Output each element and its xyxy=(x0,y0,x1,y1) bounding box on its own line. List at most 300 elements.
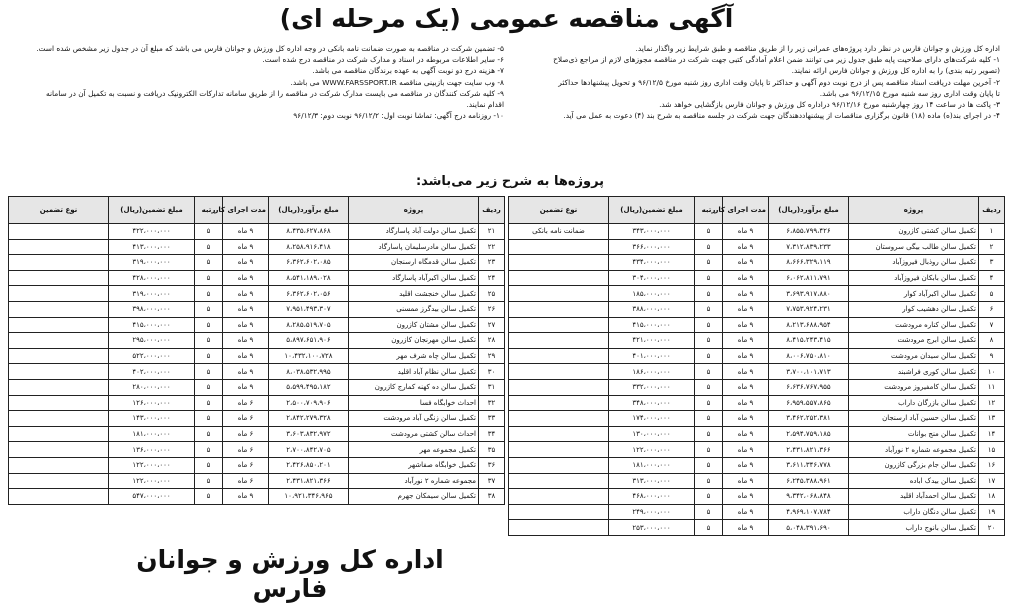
duration-cell: ۶ ماه xyxy=(223,395,269,411)
guarantee-type-cell xyxy=(9,457,109,473)
duration-cell: ۹ ماه xyxy=(223,286,269,302)
table-row xyxy=(9,473,505,489)
project-cell: تکمیل سالن احمدآباد اقلید xyxy=(849,489,979,505)
guarantee-type-cell xyxy=(509,301,609,317)
guarantee-type-cell xyxy=(9,395,109,411)
intro-line: ۲- آخرین مهلت دریافت اسناد مناقصه پس از درج نوبت دوم آگهی و حداکثر تا پایان وقت اداری روز شنبه مورخ ۹۶/۱۲/۵ و تحویل پیشنهادها حداکثر xyxy=(558,77,1000,87)
row-number-cell: ۲۳ xyxy=(479,255,505,271)
grade-cell: ۵ xyxy=(195,442,223,458)
project-cell: احداث سالن کشتی مرودشت xyxy=(349,426,479,442)
guarantee-type-cell xyxy=(509,348,609,364)
row-number-cell: ۳۲ xyxy=(479,395,505,411)
duration-cell: ۹ ماه xyxy=(223,348,269,364)
intro-line: ۴- در اجرای بند(ه) ماده (۱۸) قانون برگزاری مناقصات از پیشنهاددهندگان جهت شرکت در جلسه مناقصه به شرح بند (۴) دعوت به عمل می آید. xyxy=(563,111,1000,121)
duration-cell: ۶ ماه xyxy=(223,411,269,427)
guarantee-amount-cell: ۳۹۸،۰۰۰،۰۰۰ xyxy=(109,301,195,317)
row-number-cell: ۲۲ xyxy=(479,239,505,255)
estimate-cell: ۲،۴۳۱،۸۲۱،۳۶۶ xyxy=(769,442,849,458)
note-line: ۸- وب سایت جهت بازبینی مناقصه WWW.FARSSPORT.IR می باشد. xyxy=(290,77,504,87)
duration-cell: ۹ ماه xyxy=(723,442,769,458)
row-number-cell: ۱۸ xyxy=(979,489,1005,505)
estimate-cell: ۶،۳۶۲،۶۰۲،۰۵۶ xyxy=(269,286,349,302)
note-line: ۱۰- روزنامه درج آگهی: تماشا نوبت اول: ۹۶/۱۲/۲ نوبت دوم: ۹۶/۱۲/۳ xyxy=(293,111,504,121)
project-cell: تکمیل سالن بازرگان داراب xyxy=(849,395,979,411)
guarantee-amount-cell: ۴۲۱،۰۰۰،۰۰۰ xyxy=(609,333,695,349)
duration-cell: ۹ ماه xyxy=(223,379,269,395)
guarantee-type-cell xyxy=(9,411,109,427)
grade-cell: ۵ xyxy=(195,364,223,380)
estimate-cell: ۸،۲۸۵،۵۱۹،۷۰۵ xyxy=(269,317,349,333)
duration-cell: ۹ ماه xyxy=(223,301,269,317)
table-row xyxy=(509,364,1005,380)
table-row xyxy=(509,301,1005,317)
grade-cell: ۵ xyxy=(195,411,223,427)
estimate-cell: ۸،۰۳۸،۵۳۲،۹۹۵ xyxy=(269,364,349,380)
estimate-cell: ۳،۷۰۰،۱۰۱،۷۱۳ xyxy=(769,364,849,380)
duration-cell: ۹ ماه xyxy=(223,224,269,240)
guarantee-amount-cell: ۱۳۶،۰۰۰،۰۰۰ xyxy=(109,442,195,458)
project-cell: تکمیل سالن اکبرآباد کوار xyxy=(849,286,979,302)
grade-cell: ۵ xyxy=(695,224,723,240)
row-number-cell: ۱۴ xyxy=(979,426,1005,442)
notice-title: آگهی مناقصه عمومی (یک مرحله ای) xyxy=(279,4,734,33)
grade-cell: ۵ xyxy=(695,239,723,255)
row-number-cell: ۷ xyxy=(979,317,1005,333)
project-cell: احداث خوابگاه فسا xyxy=(349,395,479,411)
note-line: اقدام نمایند. xyxy=(466,100,504,110)
guarantee-amount-cell: ۴۳۴،۰۰۰،۰۰۰ xyxy=(609,255,695,271)
project-cell: تکمیل سالن کامفیروز مرودشت xyxy=(849,379,979,395)
duration-cell: ۹ ماه xyxy=(223,333,269,349)
table-header-row xyxy=(9,197,505,224)
duration-cell: ۹ ماه xyxy=(723,333,769,349)
row-number-cell: ۳۷ xyxy=(479,473,505,489)
duration-cell: ۹ ماه xyxy=(723,411,769,427)
table-row xyxy=(509,442,1005,458)
table-row xyxy=(9,489,505,505)
guarantee-amount-cell: ۱۷۴،۰۰۰،۰۰۰ xyxy=(609,411,695,427)
row-number-cell: ۲۸ xyxy=(479,333,505,349)
guarantee-amount-cell: ۳۳۲،۰۰۰،۰۰۰ xyxy=(609,379,695,395)
row-number-cell: ۲۷ xyxy=(479,317,505,333)
guarantee-type-cell xyxy=(509,395,609,411)
grade-cell: ۵ xyxy=(195,348,223,364)
project-cell: تکمیل سالن ده کهنه کمارج کازرون xyxy=(349,379,479,395)
grade-cell: ۵ xyxy=(695,411,723,427)
projects-table-right xyxy=(508,196,1005,536)
duration-cell: ۹ ماه xyxy=(723,395,769,411)
project-cell: تکمیل سالن دهشیب کوار xyxy=(849,301,979,317)
table-row xyxy=(509,348,1005,364)
guarantee-amount-cell: ۴۲۲،۰۰۰،۰۰۰ xyxy=(109,224,195,240)
table-row xyxy=(9,317,505,333)
note-line: ۶- سایر اطلاعات مربوطه در اسناد و مدارک شرکت در مناقصه درج شده است. xyxy=(262,55,504,65)
grade-cell: ۵ xyxy=(695,301,723,317)
estimate-cell: ۸،۰۰۶،۷۵۰،۸۱۰ xyxy=(769,348,849,364)
guarantee-type-cell xyxy=(9,255,109,271)
project-cell: تکمیل مجموعه مهر xyxy=(349,442,479,458)
row-number-cell: ۱۷ xyxy=(979,473,1005,489)
project-cell: تکمیل سالن اکبرآباد پاسارگاد xyxy=(349,270,479,286)
guarantee-type-cell xyxy=(509,426,609,442)
column-header: پروژه xyxy=(349,197,479,224)
estimate-cell: ۲،۵۹۴،۷۵۹،۱۸۵ xyxy=(769,426,849,442)
grade-cell: ۵ xyxy=(195,239,223,255)
table-row xyxy=(9,364,505,380)
duration-cell: ۹ ماه xyxy=(723,504,769,520)
project-cell: تکمیل خوابگاه صفاشهر xyxy=(349,457,479,473)
duration-cell: ۹ ماه xyxy=(723,239,769,255)
column-header: مبلغ تضمین(ریال) xyxy=(109,197,195,224)
table-row xyxy=(9,270,505,286)
guarantee-amount-cell: ۲۹۵،۰۰۰،۰۰۰ xyxy=(109,333,195,349)
guarantee-type-cell xyxy=(9,270,109,286)
guarantee-type-cell xyxy=(9,442,109,458)
duration-cell: ۹ ماه xyxy=(223,489,269,505)
duration-cell: ۹ ماه xyxy=(723,489,769,505)
guarantee-type-cell xyxy=(509,411,609,427)
row-number-cell: ۲۶ xyxy=(479,301,505,317)
table-row xyxy=(509,504,1005,520)
row-number-cell: ۵ xyxy=(979,286,1005,302)
guarantee-amount-cell: ۳۱۹،۰۰۰،۰۰۰ xyxy=(109,255,195,271)
guarantee-amount-cell: ۱۸۶،۰۰۰،۰۰۰ xyxy=(609,364,695,380)
projects-subtitle: پروژه‌ها به شرح زیر می‌باشد: xyxy=(415,174,605,189)
grade-cell: ۵ xyxy=(695,364,723,380)
grade-cell: ۵ xyxy=(695,270,723,286)
intro-line: تا پایان وقت اداری روز سه شنبه مورخ ۹۶/۱۲/۱۵ می باشد. xyxy=(819,88,1000,98)
intro-line: ۱- کلیه شرکت‌های دارای صلاحیت پایه طبق جدول زیر می توانند ضمن اعلام آمادگی کتبی جهت شرکت در مناقصه مجوزهای لازم از مراجع ذی‌صلاح xyxy=(553,55,1000,65)
table-row xyxy=(509,426,1005,442)
table-row xyxy=(509,286,1005,302)
table-row xyxy=(509,395,1005,411)
project-cell: تکمیل مجموعه شماره ۲ نورآباد xyxy=(849,442,979,458)
grade-cell: ۵ xyxy=(695,379,723,395)
project-cell: تکمیل سالن کشتی کازرون xyxy=(849,224,979,240)
estimate-cell: ۲،۵۰۰،۷۰۹،۹۰۶ xyxy=(269,395,349,411)
guarantee-amount-cell: ۴۶۸،۰۰۰،۰۰۰ xyxy=(609,489,695,505)
notes-text xyxy=(8,43,504,121)
row-number-cell: ۸ xyxy=(979,333,1005,349)
note-line: ۵- تضمین شرکت در مناقصه به صورت ضمانت نامه بانکی در وجه اداره کل ورزش و جوانان فارس می باشد که مبلغ آن در جدول زیر مشخص شده است. xyxy=(36,44,504,53)
guarantee-type-cell xyxy=(9,333,109,349)
duration-cell: ۹ ماه xyxy=(723,426,769,442)
estimate-cell: ۲،۴۲۶،۸۵۰،۲۰۱ xyxy=(269,457,349,473)
guarantee-type-cell xyxy=(9,348,109,364)
grade-cell: ۵ xyxy=(695,520,723,536)
estimate-cell: ۸،۵۴۱،۱۸۹،۰۲۸ xyxy=(269,270,349,286)
table-row xyxy=(509,255,1005,271)
table-row xyxy=(9,301,505,317)
guarantee-amount-cell: ۴۰۲،۰۰۰،۰۰۰ xyxy=(109,364,195,380)
duration-cell: ۹ ماه xyxy=(723,364,769,380)
project-cell: تکمیل سالن مادرسلیمان پاسارگاد xyxy=(349,239,479,255)
duration-cell: ۹ ماه xyxy=(223,364,269,380)
column-header: مبلغ برآورد(ریال) xyxy=(769,197,849,224)
guarantee-amount-cell: ۱۲۶،۰۰۰،۰۰۰ xyxy=(109,395,195,411)
estimate-cell: ۵،۸۹۷،۶۵۱،۹۰۶ xyxy=(269,333,349,349)
grade-cell: ۵ xyxy=(195,301,223,317)
grade-cell: ۵ xyxy=(695,457,723,473)
project-cell: تکمیل سالن کناره مرودشت xyxy=(849,317,979,333)
table-row xyxy=(509,520,1005,536)
estimate-cell: ۸،۴۳۵،۶۲۷،۸۶۸ xyxy=(269,224,349,240)
row-number-cell: ۲۰ xyxy=(979,520,1005,536)
estimate-cell: ۶،۶۳۶،۷۶۷،۹۵۵ xyxy=(769,379,849,395)
guarantee-type-cell xyxy=(509,333,609,349)
project-cell: تکمیل سالن کوری فراشبند xyxy=(849,364,979,380)
note-line: ۷- هزینه درج دو نوبت آگهی به عهده برندگان مناقصه می باشد. xyxy=(312,66,504,76)
grade-cell: ۵ xyxy=(195,489,223,505)
estimate-cell: ۱۰،۴۳۲،۱۰۰،۷۲۸ xyxy=(269,348,349,364)
project-cell: تکمیل سالن چاه شرف مهر xyxy=(349,348,479,364)
guarantee-type-cell xyxy=(509,457,609,473)
guarantee-amount-cell: ۳۴۳،۰۰۰،۰۰۰ xyxy=(609,224,695,240)
table-header-row xyxy=(509,197,1005,224)
table-row xyxy=(509,317,1005,333)
estimate-cell: ۳،۶۹۳،۹۱۷،۸۸۰ xyxy=(769,286,849,302)
table-row xyxy=(9,333,505,349)
project-cell: تکمیل سالن بیدگرز ممسنی xyxy=(349,301,479,317)
estimate-cell: ۶،۳۶۲،۶۰۲،۰۸۵ xyxy=(269,255,349,271)
guarantee-amount-cell: ۳۶۶،۰۰۰،۰۰۰ xyxy=(609,239,695,255)
row-number-cell: ۲ xyxy=(979,239,1005,255)
estimate-cell: ۶،۸۵۵،۷۹۹،۴۲۶ xyxy=(769,224,849,240)
guarantee-type-cell xyxy=(509,286,609,302)
estimate-cell: ۷،۹۵۱،۴۹۳،۳۰۷ xyxy=(269,301,349,317)
row-number-cell: ۲۴ xyxy=(479,270,505,286)
row-number-cell: ۱۶ xyxy=(979,457,1005,473)
grade-cell: ۵ xyxy=(195,317,223,333)
table-row xyxy=(9,379,505,395)
guarantee-type-cell xyxy=(509,473,609,489)
table-row xyxy=(509,489,1005,505)
estimate-cell: ۸،۴۱۵،۲۴۳،۴۱۵ xyxy=(769,333,849,349)
estimate-cell: ۸،۲۵۸،۹۱۶،۴۱۸ xyxy=(269,239,349,255)
project-cell: تکمیل سالن بابکان فیروزآباد xyxy=(849,270,979,286)
estimate-cell: ۷،۷۵۳،۹۲۴،۲۳۱ xyxy=(769,301,849,317)
guarantee-amount-cell: ۱۲۲،۰۰۰،۰۰۰ xyxy=(109,473,195,489)
project-cell: تکمیل سالن روذبال فیروزآباد xyxy=(849,255,979,271)
guarantee-type-cell xyxy=(9,239,109,255)
estimate-cell: ۲،۴۳۱،۸۲۱،۳۶۶ xyxy=(269,473,349,489)
guarantee-type-cell xyxy=(509,270,609,286)
guarantee-type-cell xyxy=(509,489,609,505)
guarantee-amount-cell: ۳۱۹،۰۰۰،۰۰۰ xyxy=(109,286,195,302)
guarantee-amount-cell: ۵۴۷،۰۰۰،۰۰۰ xyxy=(109,489,195,505)
guarantee-amount-cell: ۱۸۵،۰۰۰،۰۰۰ xyxy=(609,286,695,302)
row-number-cell: ۲۱ xyxy=(479,224,505,240)
grade-cell: ۵ xyxy=(695,317,723,333)
grade-cell: ۵ xyxy=(195,426,223,442)
guarantee-type-cell xyxy=(509,239,609,255)
guarantee-amount-cell: ۳۱۳،۰۰۰،۰۰۰ xyxy=(609,473,695,489)
grade-cell: ۵ xyxy=(695,442,723,458)
estimate-cell: ۴،۹۶۹،۱۰۷،۷۸۴ xyxy=(769,504,849,520)
table-row xyxy=(9,239,505,255)
column-header: نوع تضمین xyxy=(509,197,609,224)
row-number-cell: ۳۶ xyxy=(479,457,505,473)
project-cell: تکمیل سالن بیدک اباده xyxy=(849,473,979,489)
guarantee-amount-cell: ۴۲۸،۰۰۰،۰۰۰ xyxy=(109,270,195,286)
duration-cell: ۶ ماه xyxy=(223,442,269,458)
estimate-cell: ۸،۶۶۶،۳۲۹،۱۱۹ xyxy=(769,255,849,271)
table-row xyxy=(9,348,505,364)
duration-cell: ۹ ماه xyxy=(223,239,269,255)
guarantee-type-cell xyxy=(509,379,609,395)
intro-line: ۳- پاکت ها در ساعت ۱۴ روز چهارشنبه مورخ ۹۶/۱۲/۱۶ دراداره کل ورزش و جوانان فارس بازگشایی خواهد شد. xyxy=(659,100,1000,110)
project-cell: تکمیل سالن مشتان کازرون xyxy=(349,317,479,333)
table-row xyxy=(509,411,1005,427)
estimate-cell: ۳،۴۶۲،۲۵۲،۳۸۱ xyxy=(769,411,849,427)
grade-cell: ۵ xyxy=(695,255,723,271)
duration-cell: ۹ ماه xyxy=(223,270,269,286)
duration-cell: ۶ ماه xyxy=(223,457,269,473)
column-header: ردیف xyxy=(979,197,1005,224)
guarantee-amount-cell: ۱۲۲،۰۰۰،۰۰۰ xyxy=(609,442,695,458)
row-number-cell: ۳۴ xyxy=(479,426,505,442)
row-number-cell: ۶ xyxy=(979,301,1005,317)
duration-cell: ۶ ماه xyxy=(223,473,269,489)
table-row xyxy=(9,426,505,442)
grade-cell: ۵ xyxy=(695,333,723,349)
table-row xyxy=(9,457,505,473)
column-header: ردیف xyxy=(479,197,505,224)
project-cell: تکمیل سالن مهرنجان کازرون xyxy=(349,333,479,349)
guarantee-type-cell xyxy=(9,426,109,442)
duration-cell: ۶ ماه xyxy=(223,426,269,442)
project-cell: تکمیل سالن بانوج داراب xyxy=(849,520,979,536)
guarantee-type-cell xyxy=(509,364,609,380)
estimate-cell: ۵،۰۴۸،۳۹۱،۶۹۰ xyxy=(769,520,849,536)
grade-cell: ۵ xyxy=(195,457,223,473)
guarantee-amount-cell: ۳۸۸،۰۰۰،۰۰۰ xyxy=(609,301,695,317)
guarantee-amount-cell: ۱۸۱،۰۰۰،۰۰۰ xyxy=(609,457,695,473)
row-number-cell: ۱۱ xyxy=(979,379,1005,395)
projects-table-left xyxy=(8,196,505,505)
guarantee-amount-cell: ۳۰۴،۰۰۰،۰۰۰ xyxy=(609,270,695,286)
column-header: نوع تضمین xyxy=(9,197,109,224)
estimate-cell: ۳،۶۰۳،۸۳۲،۹۷۲ xyxy=(269,426,349,442)
duration-cell: ۹ ماه xyxy=(723,520,769,536)
duration-cell: ۹ ماه xyxy=(723,457,769,473)
grade-cell: ۵ xyxy=(695,489,723,505)
duration-cell: ۹ ماه xyxy=(723,317,769,333)
guarantee-type-cell xyxy=(9,364,109,380)
grade-cell: ۵ xyxy=(695,348,723,364)
project-cell: تکمیل سالن جام بزرگی کازرون xyxy=(849,457,979,473)
row-number-cell: ۹ xyxy=(979,348,1005,364)
grade-cell: ۵ xyxy=(695,395,723,411)
estimate-cell: ۶،۹۵۹،۵۵۷،۸۶۵ xyxy=(769,395,849,411)
estimate-cell: ۳،۶۱۱،۳۴۶،۷۷۸ xyxy=(769,457,849,473)
duration-cell: ۹ ماه xyxy=(723,473,769,489)
estimate-cell: ۷،۳۱۲،۸۳۹،۲۳۳ xyxy=(769,239,849,255)
guarantee-amount-cell: ۵۲۲،۰۰۰،۰۰۰ xyxy=(109,348,195,364)
grade-cell: ۵ xyxy=(195,255,223,271)
guarantee-amount-cell: ۲۵۳،۰۰۰،۰۰۰ xyxy=(609,520,695,536)
table-row xyxy=(9,224,505,240)
guarantee-type-cell xyxy=(509,255,609,271)
guarantee-amount-cell: ۴۰۱،۰۰۰،۰۰۰ xyxy=(609,348,695,364)
estimate-cell: ۶،۲۴۵،۳۸۸،۹۶۱ xyxy=(769,473,849,489)
guarantee-amount-cell: ۴۱۵،۰۰۰،۰۰۰ xyxy=(609,317,695,333)
duration-cell: ۹ ماه xyxy=(223,317,269,333)
project-cell: تکمیل سالن دولت آباد پاسارگاد xyxy=(349,224,479,240)
footer-organization: اداره کل ورزش و جوانان فارس xyxy=(136,545,444,603)
intro-line: (تصویر رتبه بندی) را به اداره کل ورزش و جوانان فارس ارائه نمایند. xyxy=(791,66,1000,76)
row-number-cell: ۳۳ xyxy=(479,411,505,427)
table-row xyxy=(509,457,1005,473)
guarantee-amount-cell: ۲۸۰،۰۰۰،۰۰۰ xyxy=(109,379,195,395)
row-number-cell: ۳ xyxy=(979,255,1005,271)
row-number-cell: ۱۵ xyxy=(979,442,1005,458)
project-cell: تکمیل سالن سیمکان جهرم xyxy=(349,489,479,505)
guarantee-type-cell xyxy=(9,317,109,333)
guarantee-amount-cell: ۳۴۸،۰۰۰،۰۰۰ xyxy=(609,395,695,411)
guarantee-amount-cell: ۱۸۱،۰۰۰،۰۰۰ xyxy=(109,426,195,442)
estimate-cell: ۲،۸۴۲،۲۷۹،۳۲۸ xyxy=(269,411,349,427)
intro-text xyxy=(508,43,1000,121)
guarantee-type-cell xyxy=(509,442,609,458)
guarantee-type-cell xyxy=(9,473,109,489)
duration-cell: ۹ ماه xyxy=(723,301,769,317)
guarantee-type-cell xyxy=(509,520,609,536)
table-row xyxy=(9,255,505,271)
guarantee-amount-cell: ۱۴۳،۰۰۰،۰۰۰ xyxy=(109,411,195,427)
guarantee-type-cell xyxy=(9,489,109,505)
duration-cell: ۹ ماه xyxy=(223,255,269,271)
table-row xyxy=(509,239,1005,255)
grade-cell: ۵ xyxy=(195,473,223,489)
grade-cell: ۵ xyxy=(195,286,223,302)
intro-line: اداره کل ورزش و جوانان فارس در نظر دارد پروژه‌های عمرانی زیر را از طریق مناقصه و طبق شرایط زیر واگذار نماید. xyxy=(635,44,1000,53)
estimate-cell: ۵،۵۹۹،۴۹۵،۱۸۲ xyxy=(269,379,349,395)
grade-cell: ۵ xyxy=(695,286,723,302)
estimate-cell: ۲،۷۰۰،۸۴۲،۷۰۵ xyxy=(269,442,349,458)
guarantee-type-cell xyxy=(9,224,109,240)
grade-cell: ۵ xyxy=(695,473,723,489)
project-cell: تکمیل سالن منج بوانات xyxy=(849,426,979,442)
project-cell: تکمیل سالن طالب بیگی سروستان xyxy=(849,239,979,255)
grade-cell: ۵ xyxy=(195,395,223,411)
guarantee-type-cell xyxy=(9,301,109,317)
table-row xyxy=(9,395,505,411)
row-number-cell: ۱۳ xyxy=(979,411,1005,427)
column-header: مبلغ تضمین(ریال) xyxy=(609,197,695,224)
guarantee-amount-cell: ۱۳۰،۰۰۰،۰۰۰ xyxy=(609,426,695,442)
row-number-cell: ۳۰ xyxy=(479,364,505,380)
column-header: مدت اجرای کار xyxy=(723,197,769,224)
table-row xyxy=(509,270,1005,286)
project-cell: تکمیل سالن حسین آباد ارسنجان xyxy=(849,411,979,427)
grade-cell: ۵ xyxy=(195,379,223,395)
column-header: رتبه xyxy=(195,197,223,224)
column-header: مدت اجرای کار xyxy=(223,197,269,224)
table-row xyxy=(9,442,505,458)
row-number-cell: ۳۱ xyxy=(479,379,505,395)
row-number-cell: ۲۹ xyxy=(479,348,505,364)
project-cell: مجموعه شماره ۲ نورآباد xyxy=(349,473,479,489)
duration-cell: ۹ ماه xyxy=(723,286,769,302)
grade-cell: ۵ xyxy=(195,270,223,286)
grade-cell: ۵ xyxy=(695,504,723,520)
table-row xyxy=(9,411,505,427)
row-number-cell: ۱ xyxy=(979,224,1005,240)
guarantee-type-cell: ضمانت نامه بانکی xyxy=(509,224,609,240)
row-number-cell: ۱۲ xyxy=(979,395,1005,411)
guarantee-amount-cell: ۲۴۹،۰۰۰،۰۰۰ xyxy=(609,504,695,520)
